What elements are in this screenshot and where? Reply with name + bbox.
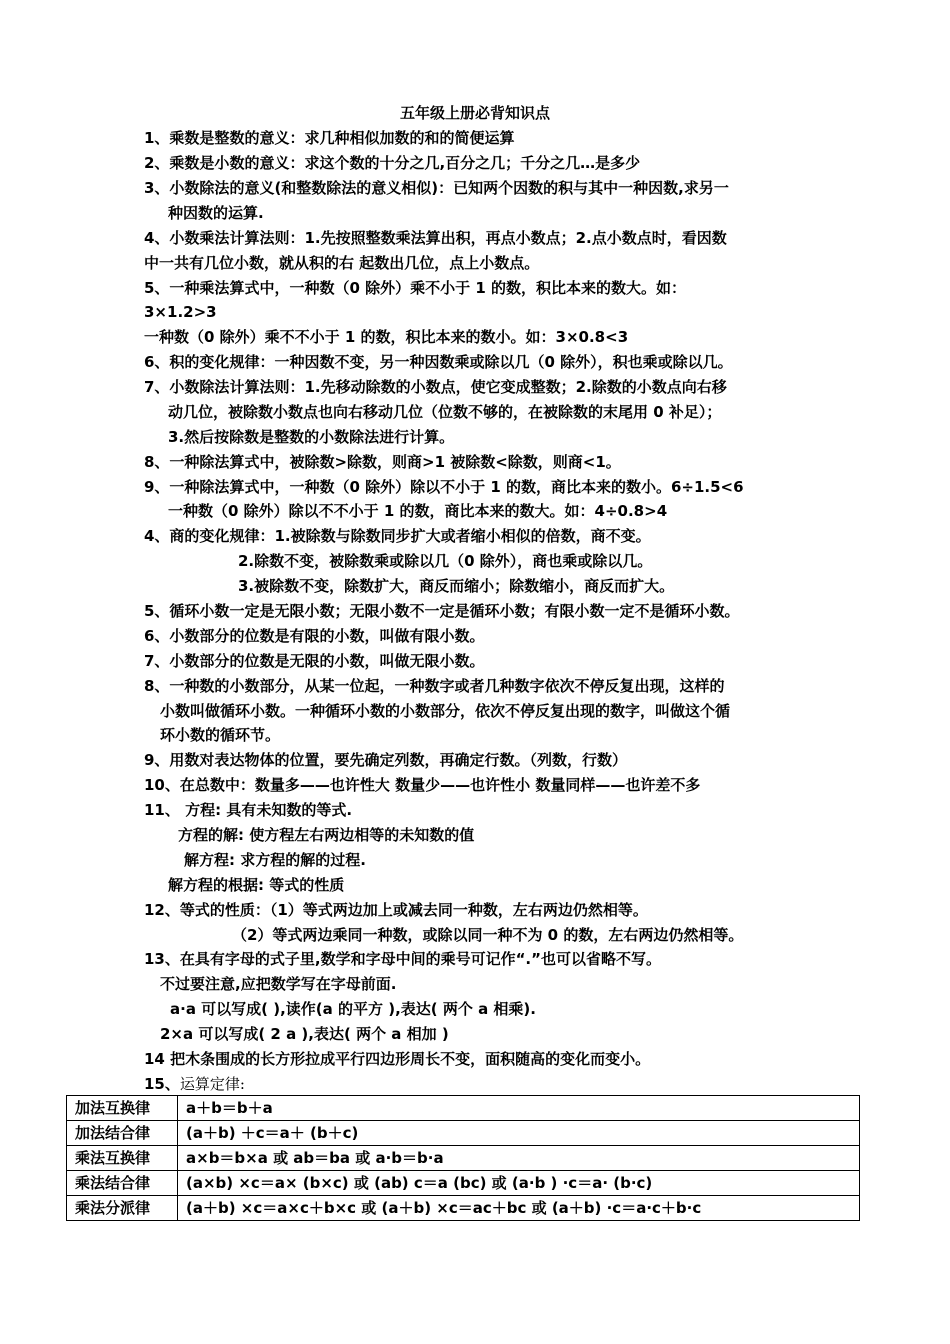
text-line: （2）等式两边乘同一种数，或除以同一种不为 0 的数，左右两边仍然相等。 [232,926,744,944]
text-line: 解方程的根据: 等式的性质 [168,876,345,894]
text-line: 不过要注意,应把数学写在字母前面. [160,975,397,993]
law-name: 加法互换律 [67,1096,178,1121]
law-name: 乘法分派律 [67,1196,178,1221]
text-line: 2×a 可以写成( 2 a ),表达( 两个 a 相加 ) [160,1025,449,1043]
text-line: 2.除数不变，被除数乘或除以几（0 除外），商也乘或除以几。 [238,552,653,570]
text-line: 4、商的变化规律：1.被除数与除数同步扩大或者缩小相似的倍数，商不变。 [144,527,651,545]
text-line: 13、在具有字母的式子里,数学和字母中间的乘号可记作“.”也可以省略不写。 [144,950,661,968]
law-formula: a×b＝b×a 或 ab＝ba 或 a·b＝b·a [178,1146,860,1171]
text-line: 动几位，被除数小数点也向右移动几位（位数不够的，在被除数的末尾用 0 补足）； [168,403,722,421]
text-line: 环小数的循环节。 [160,726,281,744]
text-line: 5、一种乘法算式中，一种数（0 除外）乘不小于 1 的数，积比本来的数大。如： [144,279,686,297]
laws-heading-text: 运算定律: [179,1075,245,1093]
text-line: 11、 方程: 具有未知数的等式. [144,801,353,819]
text-line: 一种数（0 除外）除以不不小于 1 的数，商比本来的数大。如：4÷0.8>4 [168,502,668,520]
law-formula: (a×b) ×c＝a× (b×c) 或 (ab) c＝a (bc) 或 (a·b ) ·c＝a· (b·c) [178,1171,860,1196]
law-name: 乘法互换律 [67,1146,178,1171]
table-row [67,1096,860,1121]
operation-laws-table [66,1095,860,1221]
text-line: 8、一种除法算式中，被除数>除数，则商>1 被除数<除数，则商<1。 [144,453,621,471]
table-row [67,1146,860,1171]
text-line: 小数叫做循环小数。一种循环小数的小数部分，依次不停反复出现的数字，叫做这个循 [160,702,731,720]
text-line: 7、小数部分的位数是无限的小数，叫做无限小数。 [144,652,485,670]
text-line: 1、乘数是整数的意义：求几种相似加数的和的简便运算 [144,129,515,147]
text-line: 3.被除数不变，除数扩大，商反而缩小；除数缩小，商反而扩大。 [238,577,675,595]
text-line: 种因数的运算. [168,204,264,222]
text-line: 一种数（0 除外）乘不不小于 1 的数，积比本来的数小。如：3×0.8<3 [144,328,629,346]
page-title: 五年级上册必背知识点 [399,104,550,122]
table-row [67,1196,860,1221]
text-line: 3×1.2>3 [144,303,217,321]
laws-heading [144,1074,245,1094]
text-line: 14 把木条围成的长方形拉成平行四边形周长不变，面积随高的变化而变小。 [144,1050,651,1068]
law-formula: a＋b＝b＋a [178,1096,860,1121]
law-name: 加法结合律 [67,1121,178,1146]
text-line: a·a 可以写成( ),读作(a 的平方 ),表达( 两个 a 相乘). [170,1000,536,1018]
text-line: 方程的解: 使方程左右两边相等的未知数的值 [178,826,475,844]
laws-heading-number: 15、 [144,1075,180,1093]
law-formula: (a＋b) ×c＝a×c＋b×c 或 (a＋b) ×c＝ac＋bc 或 (a＋b) ·c＝a·c＋b·c [178,1196,860,1221]
text-line: 9、用数对表达物体的位置，要先确定列数，再确定行数。（列数，行数） [144,751,627,769]
text-line: 12、等式的性质：（1）等式两边加上或减去同一种数，左右两边仍然相等。 [144,901,648,919]
table-row [67,1121,860,1146]
text-line: 5、循环小数一定是无限小数；无限小数不一定是循环小数；有限小数一定不是循环小数。 [144,602,740,620]
text-line: 8、一种数的小数部分，从某一位起，一种数字或者几种数字依次不停反复出现，这样的 [144,677,725,695]
text-line: 9、一种除法算式中，一种数（0 除外）除以不小于 1 的数，商比本来的数小。6÷1.5<6 [144,478,744,496]
law-formula: (a＋b) ＋c＝a＋ (b＋c) [178,1121,860,1146]
text-line: 10、在总数中：数量多——也许性大 数量少——也许性小 数量同样——也许差不多 [144,776,701,794]
text-line: 解方程: 求方程的解的过程. [184,851,366,869]
text-line: 3、小数除法的意义(和整数除法的意义相似)：已知两个因数的积与其中一种因数,求另一 [144,179,729,197]
text-line: 6、积的变化规律：一种因数不变，另一种因数乘或除以几（0 除外），积也乘或除以几。 [144,353,733,371]
text-line: 3.然后按除数是整数的小数除法进行计算。 [168,428,455,446]
text-line: 2、乘数是小数的意义：求这个数的十分之几,百分之几；千分之几…是多少 [144,154,641,172]
table-row [67,1171,860,1196]
text-line: 7、小数除法计算法则：1.先移动除数的小数点，使它变成整数；2.除数的小数点向右移 [144,378,727,396]
text-line: 6、小数部分的位数是有限的小数，叫做有限小数。 [144,627,485,645]
law-name: 乘法结合律 [67,1171,178,1196]
text-line: 4、小数乘法计算法则：1.先按照整数乘法算出积，再点小数点；2.点小数点时，看因数 [144,229,727,247]
text-line: 中一共有几位小数，就从积的右 起数出几位，点上小数点。 [144,254,540,272]
